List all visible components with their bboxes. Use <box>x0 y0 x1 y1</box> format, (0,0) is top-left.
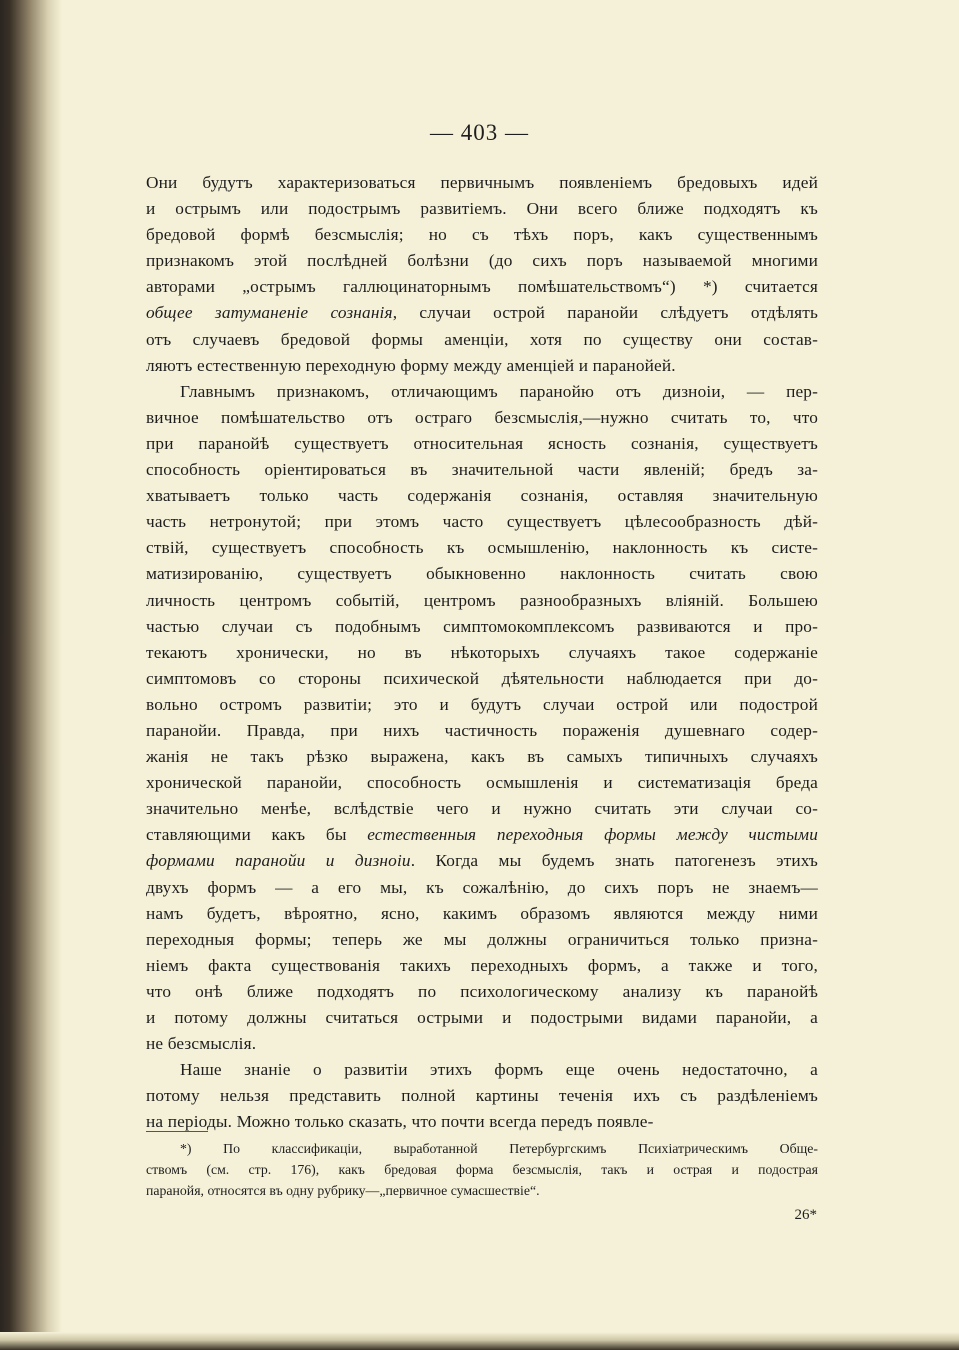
text-segment: ляютъ естественную переходную форму между аменціей и паранойей. <box>146 355 676 375</box>
text-line <box>146 875 818 901</box>
text-segment: двухъ формъ — а его мы, къ сожалѣнію, до сихъ поръ не знаемъ— <box>146 877 818 897</box>
text-line <box>146 718 818 744</box>
text-segment: отъ случаевъ бредовой формы аменціи, хотя по существу они состав- <box>146 329 818 349</box>
text-line <box>146 1109 818 1135</box>
text-segment: текаютъ хронически, но въ нѣкоторыхъ случаяхъ такое содержаніе <box>146 642 818 662</box>
text-segment: переходныя формы; теперь же мы должны ограничиться только призна- <box>146 929 818 949</box>
signature-mark: 26* <box>794 1207 817 1223</box>
text-line <box>146 927 818 953</box>
footnote-divider <box>146 1131 208 1132</box>
text-segment: ствій, существуетъ способность къ осмышленію, наклонность къ систе- <box>146 538 818 558</box>
footnote-line: ствомъ (см. стр. 176), какъ бредовая форма безсмыслія, такъ и острая и подострая <box>146 1162 818 1177</box>
text-segment: ніемъ факта существованія такихъ переходныхъ формъ, а также и того, <box>146 955 818 975</box>
text-segment: ставляющими какъ бы <box>146 825 368 845</box>
text-line <box>146 1031 818 1057</box>
italic-phrase: естественныя переходныя формы между чистыми <box>367 825 818 845</box>
text-segment: вольно остромъ развитіи; это и будутъ случаи острой или подострой <box>146 694 818 714</box>
text-line <box>146 640 818 666</box>
text-segment: при паранойѣ существуетъ относительная ясность сознанія, существуетъ <box>146 433 818 453</box>
text-line <box>146 770 818 796</box>
text-segment: способность оріентироваться въ значительной части явленій; бредъ за- <box>146 460 818 480</box>
page-number: — 403 — <box>430 120 529 145</box>
text-segment: хронической паранойи, способность осмышленія и систематизація бреда <box>146 773 818 793</box>
text-line <box>146 1083 818 1109</box>
text-line <box>146 848 818 874</box>
footnote-line: *) По классификаціи, выработанной Петербургскимъ Психіатрическимъ Обще- <box>180 1141 818 1156</box>
text-line <box>146 535 818 561</box>
text-line <box>146 953 818 979</box>
text-segment: значительно менѣе, вслѣдствіе чего и нужно считать эти случаи со- <box>146 799 818 819</box>
footnote-line: паранойя, относятся въ одну рубрику—„первичное сумасшествіе“. <box>146 1183 540 1198</box>
text-line <box>146 901 818 927</box>
text-segment: не безсмыслія. <box>146 1034 257 1054</box>
text-line <box>146 170 818 196</box>
text-segment: хватываетъ только часть содержанія сознанія, оставляя значительную <box>146 486 818 506</box>
text-line <box>146 561 818 587</box>
text-segment: Главнымъ признакомъ, отличающимъ паранойю отъ дизноіи, — пер- <box>180 381 818 401</box>
text-line <box>146 614 818 640</box>
text-line <box>146 1005 818 1031</box>
text-segment: часть нетронутой; при этомъ часто существуетъ цѣлесообразность дѣй- <box>146 512 818 532</box>
text-line <box>146 979 818 1005</box>
text-segment: что онѣ ближе подходятъ по психологическому анализу къ паранойѣ <box>146 981 818 1001</box>
text-segment: на періоды. Можно только сказать, что почти всегда передъ появле- <box>146 1112 654 1132</box>
footnote <box>146 1138 818 1201</box>
text-segment: признакомъ этой послѣдней болѣзни (до сихъ поръ называемой многими <box>146 251 818 271</box>
text-line <box>146 274 818 300</box>
text-segment: матизированію, существуетъ обыкновенно наклонность считать свою <box>146 564 818 584</box>
text-line <box>146 196 818 222</box>
text-segment: симптомовъ со стороны психической дѣятельности наблюдается при до- <box>146 668 818 688</box>
text-segment: . Когда мы будемъ знать патогенезъ этихъ <box>410 851 819 871</box>
text-line <box>146 327 818 353</box>
text-line <box>146 744 818 770</box>
text-segment: , случаи острой паранойи слѣдуетъ отдѣлять <box>392 303 819 323</box>
text-line <box>146 379 818 405</box>
text-segment: частью случаи съ подобнымъ симптомокомплексомъ развиваются и про- <box>146 616 818 636</box>
body-text <box>146 170 818 1135</box>
text-line <box>146 353 818 379</box>
text-line <box>146 222 818 248</box>
text-line <box>146 483 818 509</box>
text-line <box>146 300 818 326</box>
text-segment: Наше знаніе о развитіи этихъ формъ еще очень недостаточно, а <box>180 1060 818 1080</box>
text-line <box>146 666 818 692</box>
text-line <box>146 796 818 822</box>
text-line <box>146 405 818 431</box>
text-segment: паранойи. Правда, при нихъ частичность пораженія душевнаго содер- <box>146 720 818 740</box>
text-segment: потому нельзя представить полной картины теченія ихъ съ раздѣленіемъ <box>146 1086 818 1106</box>
text-segment: и потому должны считаться острыми и подострыми видами паранойи, а <box>146 1008 818 1027</box>
text-segment: авторами „острымъ галлюцинаторнымъ помѣшательствомъ“) *) считается <box>146 277 818 297</box>
text-line <box>146 457 818 483</box>
text-line <box>146 1057 818 1083</box>
text-line <box>146 431 818 457</box>
text-line <box>146 692 818 718</box>
text-segment: и острымъ или подострымъ развитіемъ. Они всего ближе подходятъ къ <box>146 199 818 219</box>
text-line <box>146 588 818 614</box>
text-segment: Они будутъ характеризоваться первичнымъ появленіемъ бредовыхъ идей <box>146 173 818 192</box>
text-line <box>146 822 818 848</box>
text-line <box>146 248 818 274</box>
text-line <box>146 509 818 535</box>
text-segment: бредовой формѣ безсмыслія; но съ тѣхъ поръ, какъ существеннымъ <box>146 225 818 245</box>
text-segment: намъ будетъ, вѣроятно, ясно, какимъ образомъ являются между ними <box>146 903 818 923</box>
italic-phrase: общее затуманеніе сознанія <box>146 303 393 323</box>
text-segment: личность центромъ событій, центромъ разнообразныхъ вліяній. Большею <box>146 590 818 610</box>
text-segment: вичное помѣшательство отъ остраго безсмыслія,—нужно считать то, что <box>146 407 818 427</box>
text-segment: жанія не такъ рѣзко выражена, какъ въ самыхъ типичныхъ случаяхъ <box>146 747 818 767</box>
italic-phrase: формами паранойи и дизноіи <box>146 851 411 871</box>
